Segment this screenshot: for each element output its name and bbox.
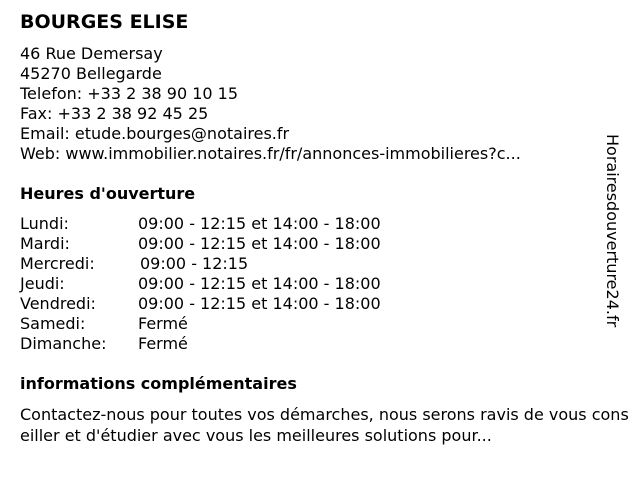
fax-line: Fax: +33 2 38 92 45 25 — [20, 104, 209, 123]
time-value: 09:00 - 12:15 et 14:00 - 18:00 — [138, 214, 381, 233]
business-name: BOURGES ELISE — [20, 11, 189, 33]
day-label: Jeudi: — [20, 274, 65, 293]
day-label: Mercredi: — [20, 254, 95, 273]
time-value: Fermé — [138, 334, 188, 353]
info-heading: informations complémentaires — [20, 374, 297, 393]
day-label: Mardi: — [20, 234, 70, 253]
day-label: Samedi: — [20, 314, 86, 333]
hours-heading: Heures d'ouverture — [20, 184, 196, 203]
site-watermark: Horairesdouverture24.fr — [603, 134, 622, 328]
email-line: Email: etude.bourges@notaires.fr — [20, 124, 290, 143]
contact-block — [20, 44, 521, 164]
info-paragraph: Contactez-nous pour toutes vos démarches, nous serons ravis de vous conseiller et d'étudier avec vous les meilleures solutions pour... — [20, 405, 629, 445]
day-label: Dimanche: — [20, 334, 107, 353]
web-line: Web: www.immobilier.notaires.fr/fr/annonces-immobilieres?c... — [20, 144, 521, 163]
street-address: 46 Rue Demersay — [20, 44, 163, 63]
time-value: 09:00 - 12:15 et 14:00 - 18:00 — [138, 234, 381, 253]
city-address: 45270 Bellegarde — [20, 64, 162, 83]
day-label: Lundi: — [20, 214, 69, 233]
time-value: Fermé — [138, 314, 188, 333]
time-value: 09:00 - 12:15 et 14:00 - 18:00 — [138, 274, 381, 293]
day-label: Vendredi: — [20, 294, 96, 313]
time-value: 09:00 - 12:15 — [140, 254, 249, 273]
telefon-line: Telefon: +33 2 38 90 10 15 — [20, 84, 239, 103]
time-value: 09:00 - 12:15 et 14:00 - 18:00 — [138, 294, 381, 313]
